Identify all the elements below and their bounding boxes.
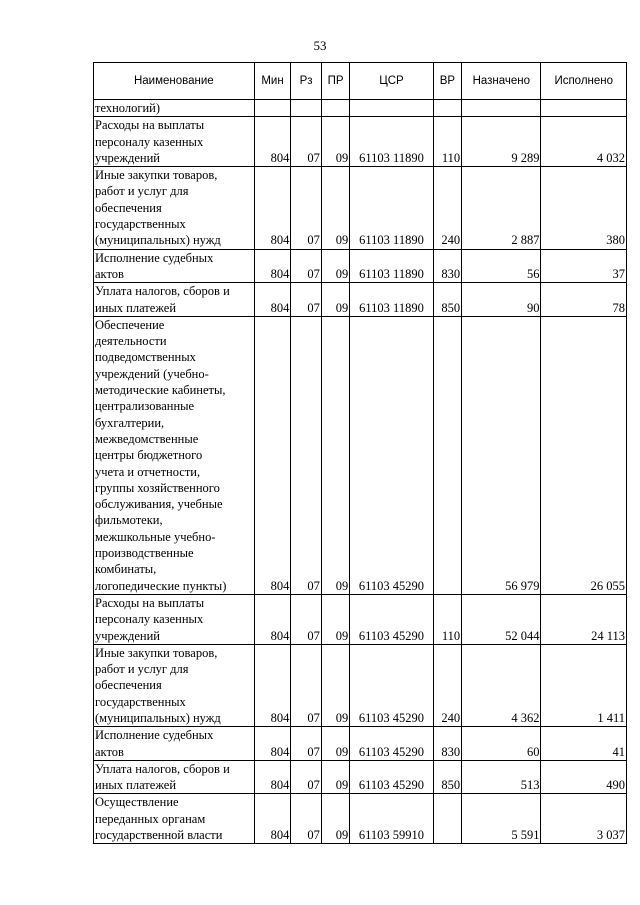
row-min: 804	[254, 316, 291, 594]
row-csr: 61103 45290	[350, 594, 433, 644]
row-pr: 09	[321, 644, 349, 726]
row-assigned: 52 044	[462, 594, 541, 644]
row-name: Уплата налогов, сборов и иных платежей	[94, 283, 255, 317]
row-rz: 07	[291, 167, 322, 249]
row-executed: 1 411	[541, 644, 627, 726]
row-vr: 240	[433, 644, 461, 726]
row-pr: 09	[321, 283, 349, 317]
row-name: Иные закупки товаров, работ и услуг для обеспечения государственных (муниципальных) нужд	[94, 644, 255, 726]
row-executed: 490	[541, 760, 627, 794]
table-row	[94, 794, 627, 844]
row-executed: 41	[541, 727, 627, 761]
row-name: Осуществление переданных органам государственной власти	[94, 794, 255, 844]
budget-table	[93, 62, 627, 844]
table-row	[94, 167, 627, 249]
table-row	[94, 760, 627, 794]
row-rz: 07	[291, 794, 322, 844]
row-csr: 61103 45290	[350, 644, 433, 726]
row-csr: 61103 11890	[350, 117, 433, 167]
col-header-rz: Рз	[291, 63, 322, 100]
row-name: Иные закупки товаров, работ и услуг для обеспечения государственных (муниципальных) нужд	[94, 167, 255, 249]
row-name: Исполнение судебных актов	[94, 727, 255, 761]
row-min: 804	[254, 760, 291, 794]
row-pr: 09	[321, 316, 349, 594]
row-executed: 24 113	[541, 594, 627, 644]
col-header-pr: ПР	[321, 63, 349, 100]
row-assigned: 2 887	[462, 167, 541, 249]
row-assigned: 56	[462, 249, 541, 283]
row-csr: 61103 11890	[350, 283, 433, 317]
table-row	[94, 283, 627, 317]
row-min: 804	[254, 727, 291, 761]
table-row	[94, 249, 627, 283]
col-header-name: Наименование	[94, 63, 255, 100]
row-pr: 09	[321, 117, 349, 167]
row-csr: 61103 11890	[350, 167, 433, 249]
row-vr: 850	[433, 760, 461, 794]
col-header-csr: ЦСР	[350, 63, 433, 100]
row-pr: 09	[321, 794, 349, 844]
row-csr: 61103 45290	[350, 760, 433, 794]
row-csr: 61103 11890	[350, 249, 433, 283]
row-vr: 240	[433, 167, 461, 249]
row-executed: 78	[541, 283, 627, 317]
row-name: Исполнение судебных актов	[94, 249, 255, 283]
row-name: технологий)	[94, 100, 255, 117]
col-header-min: Мин	[254, 63, 291, 100]
row-name: Расходы на выплаты персоналу казенных учреждений	[94, 117, 255, 167]
row-assigned: 60	[462, 727, 541, 761]
row-vr: 830	[433, 249, 461, 283]
row-vr: 850	[433, 283, 461, 317]
table-row	[94, 117, 627, 167]
row-executed: 37	[541, 249, 627, 283]
row-min: 804	[254, 644, 291, 726]
row-min: 804	[254, 117, 291, 167]
row-vr: 110	[433, 594, 461, 644]
row-executed: 3 037	[541, 794, 627, 844]
row-min: 804	[254, 283, 291, 317]
row-vr: 830	[433, 727, 461, 761]
row-min: 804	[254, 249, 291, 283]
table-row	[94, 727, 627, 761]
row-assigned: 90	[462, 283, 541, 317]
row-rz: 07	[291, 316, 322, 594]
row-csr: 61103 45290	[350, 727, 433, 761]
row-name: Уплата налогов, сборов и иных платежей	[94, 760, 255, 794]
row-pr: 09	[321, 594, 349, 644]
row-pr: 09	[321, 249, 349, 283]
row-rz: 07	[291, 727, 322, 761]
row-vr: 110	[433, 117, 461, 167]
row-assigned: 513	[462, 760, 541, 794]
row-pr: 09	[321, 727, 349, 761]
row-min: 804	[254, 794, 291, 844]
row-pr: 09	[321, 760, 349, 794]
row-executed: 380	[541, 167, 627, 249]
row-rz: 07	[291, 644, 322, 726]
row-assigned: 56 979	[462, 316, 541, 594]
row-assigned: 9 289	[462, 117, 541, 167]
row-executed: 4 032	[541, 117, 627, 167]
row-rz: 07	[291, 117, 322, 167]
table-row	[94, 644, 627, 726]
row-executed: 26 055	[541, 316, 627, 594]
row-min: 804	[254, 167, 291, 249]
row-min: 804	[254, 594, 291, 644]
row-vr	[433, 794, 461, 844]
row-rz: 07	[291, 760, 322, 794]
page-number: 53	[313, 38, 327, 53]
row-csr: 61103 45290	[350, 316, 433, 594]
row-csr: 61103 59910	[350, 794, 433, 844]
row-assigned: 5 591	[462, 794, 541, 844]
row-name: Обеспечение деятельности подведомственных учреждений (учебно- методические кабинеты, централизованные бухгалтерии, межведомственные центры бюджетного учета и отчетности, группы хозяйственного обслуживания, учебные фильмотеки, межшкольные учебно- производственные комбинаты, логопедические пункты)	[94, 316, 255, 594]
row-rz: 07	[291, 249, 322, 283]
row-assigned: 4 362	[462, 644, 541, 726]
row-rz: 07	[291, 594, 322, 644]
col-header-assigned: Назначено	[462, 63, 541, 100]
col-header-vr: ВР	[433, 63, 461, 100]
row-vr	[433, 316, 461, 594]
table-row	[94, 316, 627, 594]
row-name: Расходы на выплаты персоналу казенных учреждений	[94, 594, 255, 644]
header-row	[94, 63, 627, 100]
continued-row	[94, 100, 627, 117]
col-header-executed: Исполнено	[541, 63, 627, 100]
row-rz: 07	[291, 283, 322, 317]
row-pr: 09	[321, 167, 349, 249]
table-row	[94, 594, 627, 644]
